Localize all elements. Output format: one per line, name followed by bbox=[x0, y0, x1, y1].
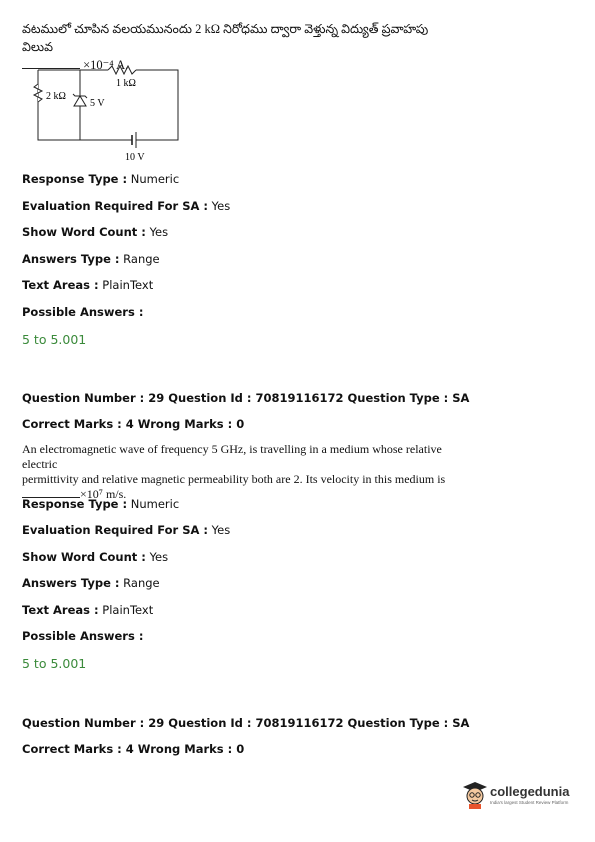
question-line-2: permittivity and relative magnetic permeability both are 2. Its velocity in this medium is bbox=[22, 472, 446, 486]
meta-word-count: Show Word Count : Yes bbox=[22, 225, 169, 239]
question-header: Question Number : 29 Question Id : 70819116172 Question Type : SA bbox=[22, 391, 470, 405]
question-header: Question Number : 29 Question Id : 70819116172 Question Type : SA bbox=[22, 716, 470, 730]
circuit-diagram bbox=[28, 62, 188, 164]
question-line-1: An electromagnetic wave of frequency 5 GHz, is travelling in a medium whose relative electric bbox=[22, 442, 442, 471]
collegedunia-logo bbox=[462, 778, 577, 814]
question-marks: Correct Marks : 4 Wrong Marks : 0 bbox=[22, 417, 245, 431]
meta-answers-type: Answers Type : Range bbox=[22, 576, 160, 590]
zener-diode bbox=[74, 96, 86, 106]
unit-text: ×10⁷ m/s. bbox=[80, 487, 127, 501]
meta-eval-required: Evaluation Required For SA : Yes bbox=[22, 199, 231, 213]
label-5v: 5 V bbox=[90, 98, 105, 109]
unit-text: ×10⁻⁴ A. bbox=[83, 58, 129, 72]
meta-text-areas: Text Areas : PlainText bbox=[22, 278, 154, 292]
meta-response-type: Response Type : Numeric bbox=[22, 497, 180, 511]
meta-eval-required: Evaluation Required For SA : Yes bbox=[22, 523, 231, 537]
meta-response-type: Response Type : Numeric bbox=[22, 172, 180, 186]
mascot-icon bbox=[462, 780, 488, 810]
label-2k: 2 kΩ bbox=[46, 91, 66, 102]
brand-name: collegedunia bbox=[490, 784, 570, 799]
meta-possible-answers: Possible Answers : bbox=[22, 305, 144, 319]
meta-word-count: Show Word Count : Yes bbox=[22, 550, 169, 564]
label-1k: 1 kΩ bbox=[116, 78, 136, 89]
question-marks: Correct Marks : 4 Wrong Marks : 0 bbox=[22, 742, 245, 756]
question-text bbox=[22, 442, 462, 502]
question-line-1: వటములో చూపిన వలయమునందు 2 kΩ నిరోధము ద్వారా వెళ్తున్న విద్యుత్ ప్రవాహపు విలువ bbox=[22, 22, 429, 54]
possible-answer: 5 to 5.001 bbox=[22, 332, 87, 347]
brand-tagline: India's largest Student Review Platform bbox=[490, 800, 569, 805]
resistor-1k bbox=[108, 66, 136, 74]
label-10v: 10 V bbox=[125, 152, 145, 163]
possible-answer: 5 to 5.001 bbox=[22, 656, 87, 671]
meta-possible-answers: Possible Answers : bbox=[22, 629, 144, 643]
resistor-2k bbox=[34, 84, 42, 102]
meta-text-areas: Text Areas : PlainText bbox=[22, 603, 154, 617]
meta-answers-type: Answers Type : Range bbox=[22, 252, 160, 266]
